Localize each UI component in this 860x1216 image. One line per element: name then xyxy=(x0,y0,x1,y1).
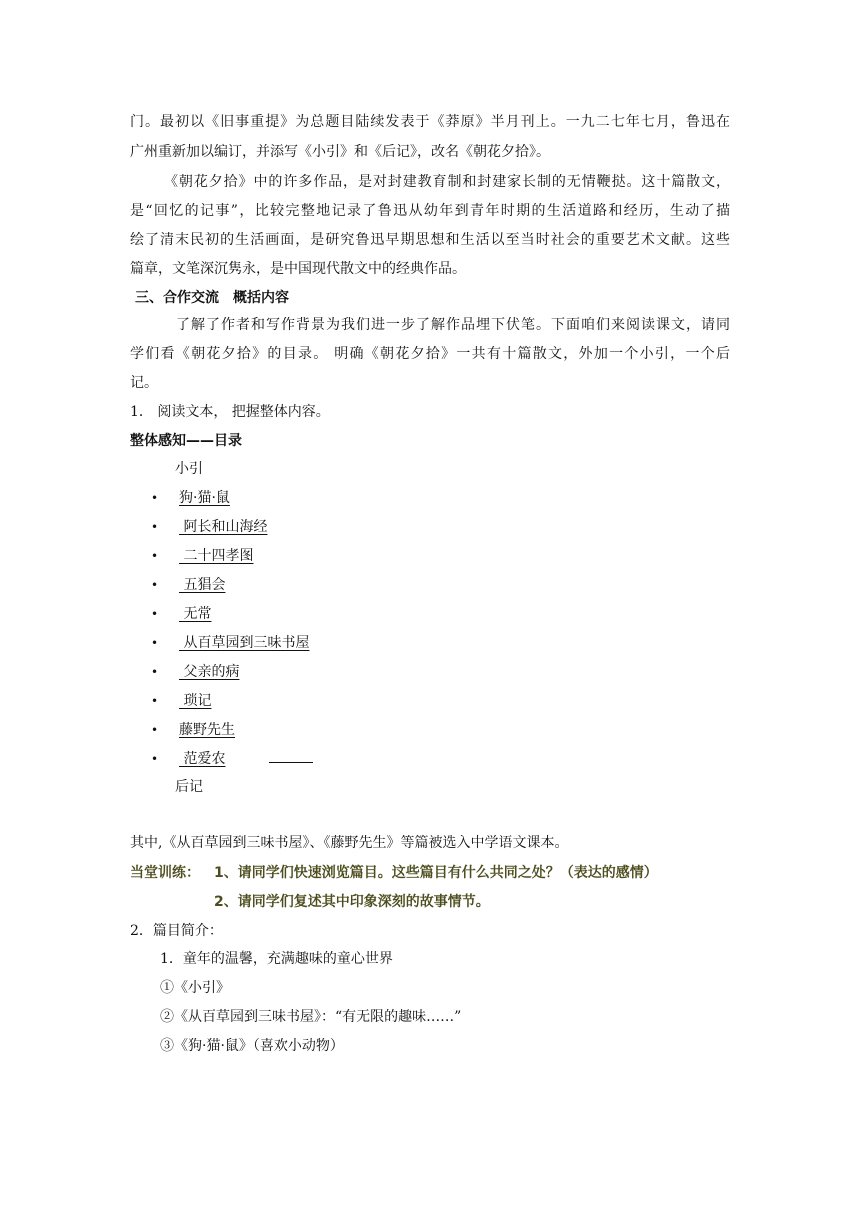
toc-item[interactable] xyxy=(151,517,267,537)
section-3-intro-line-2: 学们看《朝花夕拾》的目录。 明确《朝花夕拾》一共有十篇散文，外加一个小引，一个后 xyxy=(130,346,730,362)
toc-link-suoji[interactable]: 琐记 xyxy=(179,693,212,709)
toc-prefix: 小引 xyxy=(175,461,203,477)
toc-link-ah-chang[interactable]: 阿长和山海经 xyxy=(179,519,268,535)
toc-link-baicaoyuan[interactable]: 从百草园到三味书屋 xyxy=(179,635,310,651)
blank-underline xyxy=(269,750,313,763)
step-2-heading: 2．篇目简介： xyxy=(130,923,223,939)
training-question-1: 1、请同学们快速浏览篇目。这些篇目有什么共同之处？（表达的感情） xyxy=(214,865,658,881)
toc-item[interactable] xyxy=(151,662,239,682)
toc-heading: 整体感知——目录 xyxy=(130,433,242,449)
bullet-icon: • xyxy=(151,549,159,563)
bullet-icon: • xyxy=(151,723,159,737)
toc-item[interactable] xyxy=(151,604,211,624)
subsection-1-heading: 1．童年的温馨，充满趣味的童心世界 xyxy=(160,951,393,967)
subsection-1-item-3: ③《狗·猫·鼠》（喜欢小动物） xyxy=(160,1038,344,1054)
toc-item[interactable] xyxy=(151,546,253,566)
bullet-icon: • xyxy=(151,636,159,650)
paragraph-2-line-2: 是“回忆的记事”，比较完整地记录了鲁迅从幼年到青年时期的生活道路和经历，生动了描 xyxy=(130,203,730,219)
paragraph-2-line-4: 篇章，文笔深沉隽永，是中国现代散文中的经典作品。 xyxy=(130,261,466,277)
bullet-icon: • xyxy=(151,665,159,679)
section-3-heading: 三、合作交流 概括内容 xyxy=(135,290,289,306)
paragraph-1-line-1: 门。最初以《旧事重提》为总题目陆续发表于《莽原》半月刊上。一九二七年七月，鲁迅在 xyxy=(130,114,730,130)
toc-item[interactable] xyxy=(151,488,230,508)
bullet-icon: • xyxy=(151,694,159,708)
subsection-1-item-1: ①《小引》 xyxy=(160,980,230,996)
paragraph-2-line-3: 绘了清末民初的生活画面，是研究鲁迅早期思想和生活以至当时社会的重要艺术文献。这些 xyxy=(130,232,730,248)
toc-item[interactable] xyxy=(151,575,225,595)
bullet-icon: • xyxy=(151,578,159,592)
bullet-icon: • xyxy=(151,520,159,534)
toc-item[interactable] xyxy=(151,691,211,711)
toc-item[interactable] xyxy=(151,633,309,653)
step-1-heading: 1． 阅读文本， 把握整体内容。 xyxy=(130,404,330,420)
toc-item[interactable] xyxy=(151,749,313,769)
toc-link-dog-cat-mouse[interactable]: 狗·猫·鼠 xyxy=(179,490,230,506)
toc-link-twenty-four-filial[interactable]: 二十四孝图 xyxy=(179,548,254,564)
bullet-icon: • xyxy=(151,607,159,621)
bullet-icon: • xyxy=(151,752,159,766)
toc-link-wuchang[interactable]: 无常 xyxy=(179,606,212,622)
training-question-2: 2、请同学们复述其中印象深刻的故事情节。 xyxy=(214,894,490,910)
bullet-icon: • xyxy=(151,491,159,505)
section-3-intro-line-3: 记。 xyxy=(130,375,158,391)
toc-item[interactable] xyxy=(151,720,235,740)
paragraph-2-line-1: 《朝花夕拾》中的许多作品，是对封建教育制和封建家长制的无情鞭挞。这十篇散文， xyxy=(164,174,730,190)
paragraph-1-line-2: 广州重新加以编订，并添写《小引》和《后记》，改名《朝花夕拾》。 xyxy=(130,144,550,160)
toc-suffix: 后记 xyxy=(175,779,203,795)
toc-link-fathers-illness[interactable]: 父亲的病 xyxy=(179,664,240,680)
toc-link-wuchang-festival[interactable]: 五猖会 xyxy=(179,577,226,593)
selected-textbook-note: 其中,《从百草园到三味书屋》、《藤野先生》等篇被选入中学语文课本。 xyxy=(130,835,569,851)
subsection-1-item-2: ②《从百草园到三味书屋》：“有无限的趣味……” xyxy=(160,1009,462,1025)
section-3-intro-line-1: 了解了作者和写作背景为我们进一步了解作品埋下伏笔。下面咱们来阅读课文，请同 xyxy=(176,317,730,333)
training-label: 当堂训练： xyxy=(130,865,200,881)
toc-link-fujino[interactable]: 藤野先生 xyxy=(179,722,235,738)
toc-link-fan-ainong[interactable]: 范爱农 xyxy=(179,751,226,767)
